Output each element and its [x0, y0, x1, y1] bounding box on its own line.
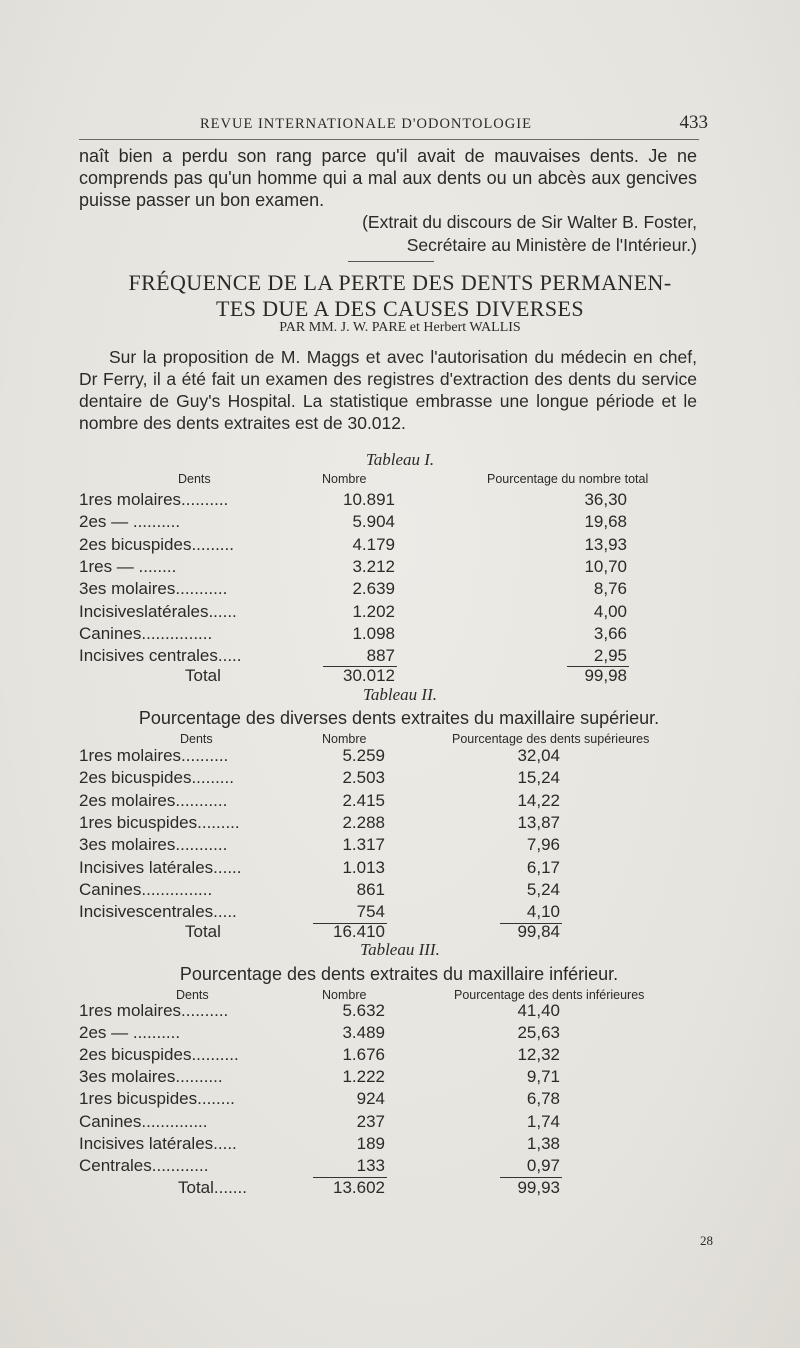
table-row: [0, 535, 800, 557]
table-total-row: [0, 1178, 800, 1200]
row-percentage: 19,68: [584, 512, 627, 532]
table-row: [0, 835, 800, 857]
row-count: 133: [356, 1155, 385, 1175]
row-label: 1res molaires..........: [79, 746, 229, 765]
table-row: [0, 579, 800, 601]
row-percentage: 14,22: [517, 790, 560, 810]
row-count: 5.904: [352, 512, 395, 532]
intro-paragraph: [79, 145, 697, 211]
row-label: 1res molaires..........: [79, 1001, 229, 1020]
citation: [79, 211, 697, 257]
row-count: 887: [366, 646, 395, 666]
row-label: Incisives latérales.....: [79, 1133, 237, 1153]
header-rule: [79, 139, 699, 140]
row-percentage: 15,24: [517, 768, 560, 788]
row-count: 924: [356, 1089, 385, 1109]
total-percentage: 99,98: [584, 666, 627, 685]
row-count: 189: [356, 1133, 385, 1153]
total-label: Total: [185, 666, 221, 685]
row-percentage: 0,97: [526, 1155, 560, 1175]
column-header-nombre: Nombre: [322, 988, 367, 1002]
row-percentage: 5,24: [526, 879, 560, 899]
running-header: [0, 112, 800, 136]
row-count: 10.891: [343, 490, 395, 509]
row-percentage: 13,87: [517, 812, 560, 832]
row-label: 2es bicuspides.........: [79, 768, 234, 788]
table-caption: Tableau III.: [360, 940, 440, 959]
row-label: 3es molaires...........: [79, 835, 228, 855]
row-percentage: 12,32: [517, 1045, 560, 1065]
row-percentage: 4,10: [526, 902, 560, 922]
table-row: [0, 512, 800, 534]
row-label: 2es — ..........: [79, 1023, 181, 1043]
row-label: Canines...............: [79, 879, 213, 899]
row-count: 3.489: [342, 1023, 385, 1043]
table-row: [0, 646, 800, 668]
table-row: [0, 858, 800, 880]
row-percentage: 13,93: [584, 534, 627, 554]
intro-text: naît bien a perdu son rang parce qu'il avait de mauvaises dents. Je ne comprends pas qu'un homme qui a mal aux dents ou un abcès aux gencives puisse passer un bon examen.: [79, 146, 697, 210]
row-percentage: 25,63: [517, 1023, 560, 1043]
table-row: [0, 791, 800, 813]
column-header-nombre: Nombre: [322, 732, 367, 746]
row-label: Canines..............: [79, 1111, 208, 1131]
table-row: [0, 880, 800, 902]
row-count: 237: [356, 1111, 385, 1131]
row-percentage: 7,96: [526, 835, 560, 855]
column-header-pct: Pourcentage des dents inférieures: [454, 988, 645, 1002]
row-label: 3es molaires..........: [79, 1067, 223, 1087]
row-label: 2es bicuspides.........: [79, 534, 234, 554]
total-label: Total.......: [178, 1178, 247, 1197]
row-percentage: 8,76: [593, 579, 627, 599]
row-count: 3.212: [352, 556, 395, 576]
table-row: [0, 1001, 800, 1023]
row-count: 1.202: [352, 601, 395, 621]
row-count: 754: [356, 902, 385, 922]
total-count: 16.410: [333, 922, 385, 941]
row-percentage: 41,40: [517, 1001, 560, 1020]
table-row: [0, 602, 800, 624]
row-count: 2.503: [342, 768, 385, 788]
row-count: 1.098: [352, 623, 395, 643]
column-header-dents: Dents: [180, 732, 213, 746]
row-label: 2es molaires...........: [79, 790, 228, 810]
row-percentage: 36,30: [584, 490, 627, 509]
article-paragraph: Sur la proposition de M. Maggs et avec l'autorisation du médecin en chef, Dr Ferry, il a été fait un examen des registres d'extraction des dents du service dentaire de Guy's Hospital. La statistique embrasse une longue période et le nombre des dents extraites est de 30.012.: [79, 347, 697, 433]
column-header-dents: Dents: [178, 472, 211, 486]
table-row: [0, 1134, 800, 1156]
signature-number: 28: [700, 1233, 713, 1248]
row-label: Centrales............: [79, 1155, 209, 1175]
article-title: [60, 270, 740, 322]
row-label: Incisives latérales......: [79, 857, 242, 877]
table-row: [0, 1156, 800, 1178]
table-row: [0, 1089, 800, 1111]
row-count: 861: [356, 879, 385, 899]
row-count: 1.676: [342, 1045, 385, 1065]
row-percentage: 6,17: [526, 857, 560, 877]
section-divider: [348, 261, 434, 262]
row-percentage: 10,70: [584, 556, 627, 576]
total-count: 30.012: [343, 666, 395, 685]
row-label: 1res bicuspides........: [79, 1089, 235, 1109]
table-row: [0, 1045, 800, 1067]
table-row: [0, 746, 800, 768]
table-row: [0, 813, 800, 835]
article-title-line-1: FRÉQUENCE DE LA PERTE DES DENTS PERMANEN-: [128, 270, 672, 295]
column-header-dents: Dents: [176, 988, 209, 1002]
table-row: [0, 557, 800, 579]
row-label: 2es — ..........: [79, 512, 181, 532]
table-row: [0, 624, 800, 646]
row-percentage: 2,95: [593, 646, 627, 666]
row-label: Incisivescentrales.....: [79, 902, 237, 922]
row-count: 1.013: [342, 857, 385, 877]
citation-line-1: (Extrait du discours de Sir Walter B. Foster,: [362, 212, 697, 232]
citation-line-2: Secrétaire au Ministère de l'Intérieur.): [406, 235, 697, 255]
row-label: 1res bicuspides.........: [79, 812, 240, 832]
table-subtitle: Pourcentage des diverses dents extraites du maxillaire supérieur.: [138, 708, 660, 728]
total-percentage: 99,84: [517, 922, 560, 941]
table-subtitle: Pourcentage des dents extraites du maxillaire inférieur.: [179, 964, 619, 984]
table-row: [0, 1067, 800, 1089]
table-row: [0, 1112, 800, 1134]
total-percentage: 99,93: [517, 1178, 560, 1197]
article-byline: PAR MM. J. W. PARE et Herbert WALLIS: [279, 320, 521, 335]
row-count: 2.639: [352, 579, 395, 599]
column-header-pct: Pourcentage des dents supérieures: [452, 732, 650, 746]
row-count: 5.632: [342, 1001, 385, 1020]
column-header-nombre: Nombre: [322, 472, 367, 486]
total-count: 13.602: [333, 1178, 385, 1197]
article-title-line-2: TES DUE A DES CAUSES DIVERSES: [216, 296, 584, 321]
row-count: 5.259: [342, 746, 385, 765]
column-header-pct: Pourcentage du nombre total: [487, 472, 649, 486]
row-count: 1.222: [342, 1067, 385, 1087]
row-percentage: 3,66: [593, 623, 627, 643]
row-count: 2.288: [342, 812, 385, 832]
row-percentage: 32,04: [517, 746, 560, 765]
row-label: 2es bicuspides..........: [79, 1045, 239, 1065]
table-row: [0, 1023, 800, 1045]
running-title: REVUE INTERNATIONALE D'ODONTOLOGIE: [200, 116, 532, 132]
row-label: Canines...............: [79, 623, 213, 643]
table-caption: Tableau I.: [365, 450, 435, 469]
row-label: 1res molaires..........: [79, 490, 229, 509]
row-count: 1.317: [342, 835, 385, 855]
table-row: [0, 902, 800, 924]
row-label: Incisives centrales.....: [79, 646, 242, 666]
row-percentage: 9,71: [526, 1067, 560, 1087]
table-row: [0, 768, 800, 790]
row-percentage: 6,78: [526, 1089, 560, 1109]
row-label: 1res — ........: [79, 556, 177, 576]
page-number: 433: [679, 112, 708, 133]
row-count: 4.179: [352, 534, 395, 554]
row-percentage: 1,74: [526, 1111, 560, 1131]
row-count: 2.415: [342, 790, 385, 810]
table-caption: Tableau II.: [363, 685, 437, 704]
table-row: [0, 490, 800, 512]
total-label: Total: [185, 922, 221, 941]
row-percentage: 4,00: [593, 601, 627, 621]
row-percentage: 1,38: [526, 1133, 560, 1153]
row-label: 3es molaires...........: [79, 579, 228, 599]
row-label: Incisiveslatérales......: [79, 601, 237, 621]
